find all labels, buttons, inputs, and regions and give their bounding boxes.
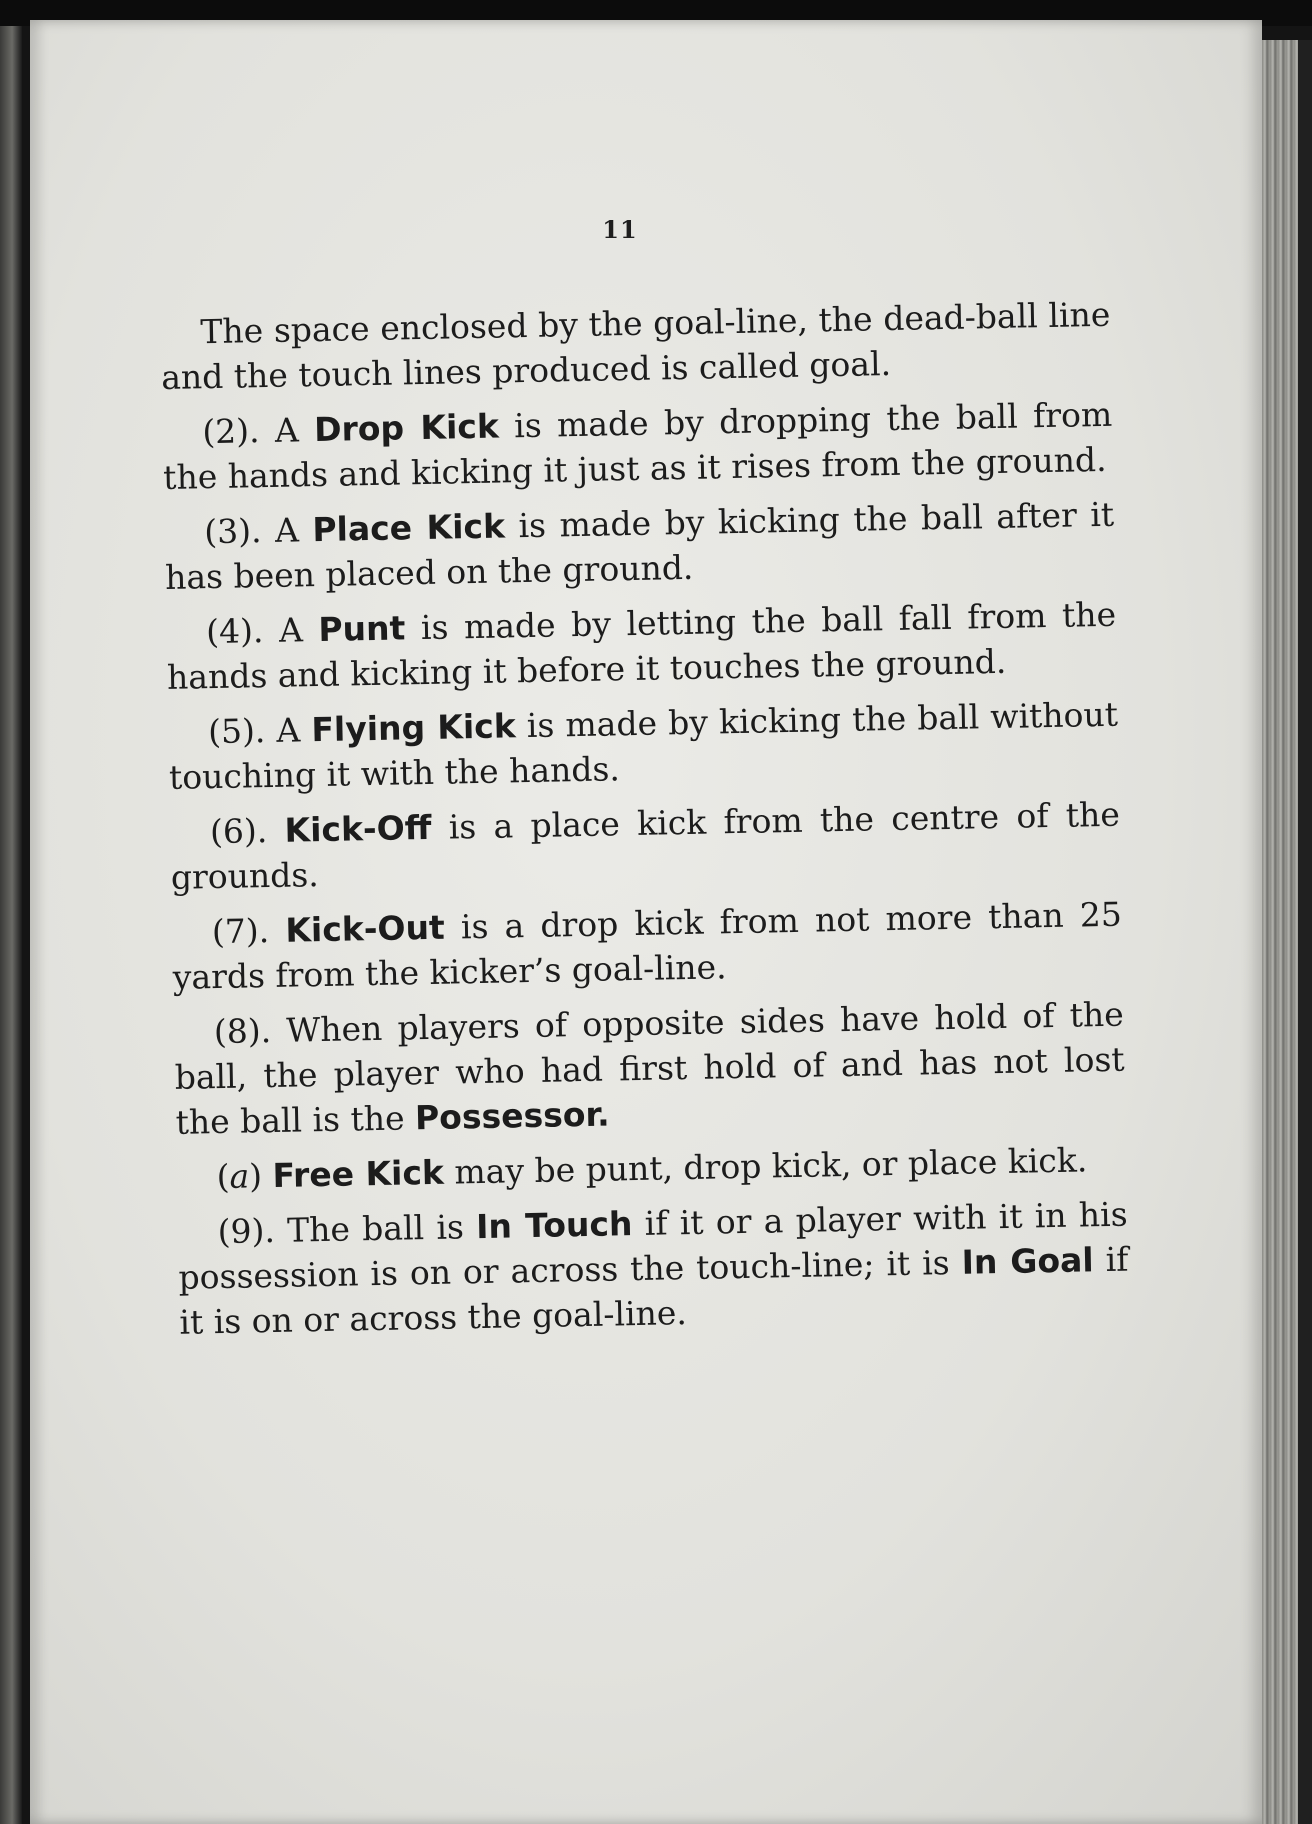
paragraph-text: a (229, 1156, 250, 1196)
defined-term: Kick-Off (284, 807, 432, 850)
defined-term: Possessor. (414, 1094, 610, 1138)
paragraph-text: is made by letting the ball fall from the hands and kicking it before it touches the ground. (166, 594, 1117, 697)
book-page (30, 20, 1262, 1824)
defined-term: In Goal (961, 1240, 1095, 1282)
paragraph-text: (6). (209, 810, 285, 852)
defined-term: In Touch (475, 1204, 633, 1247)
paragraph-text: (2). A (201, 410, 315, 452)
defined-term: Flying Kick (311, 706, 517, 750)
right-shadow (1298, 40, 1312, 1824)
left-page-edge (0, 26, 22, 1824)
defined-term: Kick-Out (284, 907, 446, 950)
paragraph-pa (176, 1137, 1127, 1200)
defined-term: Free Kick (272, 1152, 445, 1195)
paragraph-p7 (172, 892, 1124, 1000)
page-stack-edge (1262, 40, 1302, 1824)
page-text (160, 292, 1130, 1355)
paragraph-text: is a drop kick from not more than 25 yards from the kicker’s goal-line. (172, 894, 1123, 997)
paragraph-text: if it or a player with it in his possession is on or across the touch-line; it is (178, 1194, 1128, 1297)
paragraph-text: (7). (211, 910, 286, 952)
paragraph-p8 (173, 992, 1125, 1145)
defined-term: Place Kick (311, 506, 506, 550)
paragraph-p9 (177, 1192, 1129, 1345)
paragraph-text: ( (216, 1156, 230, 1197)
paragraph-text: (9). The ball is (217, 1207, 477, 1252)
paragraph-p5 (168, 692, 1120, 800)
paragraph-text: (5). A (207, 710, 312, 752)
paragraph-text: (4). A (205, 610, 319, 652)
paragraph-text: ) (248, 1156, 273, 1196)
paragraph-text: is a place kick from the centre of the grounds. (170, 794, 1121, 897)
paragraph-text: is made by kicking the ball without touching it with the hands. (168, 694, 1119, 797)
page-number: 11 (602, 215, 638, 244)
defined-term: Punt (318, 608, 406, 650)
paragraph-text: (3). A (203, 510, 313, 552)
paragraph-text: may be punt, drop kick, or place kick. (443, 1140, 1088, 1192)
paragraph-intro (160, 292, 1112, 400)
paragraph-p2 (162, 392, 1114, 500)
paragraph-text: is made by kicking the ball after it has been placed on the ground. (164, 494, 1115, 597)
paragraph-p6 (170, 792, 1122, 900)
paragraph-p4 (166, 592, 1118, 700)
paragraph-text: The space enclosed by the goal-line, the dead-ball line and the touch lines produced is called goal. (160, 294, 1111, 397)
paragraph-p3 (164, 492, 1116, 600)
paragraph-text: is made by dropping the ball from the hands and kicking it just as it rises from the ground. (162, 394, 1113, 497)
paragraph-text: if it is on or across the goal-line. (179, 1239, 1129, 1342)
paragraph-text: (8). When players of opposite sides have hold of the ball, the player who had first hold of and has not lost the ball is the (174, 994, 1125, 1142)
defined-term: Drop Kick (313, 406, 500, 450)
